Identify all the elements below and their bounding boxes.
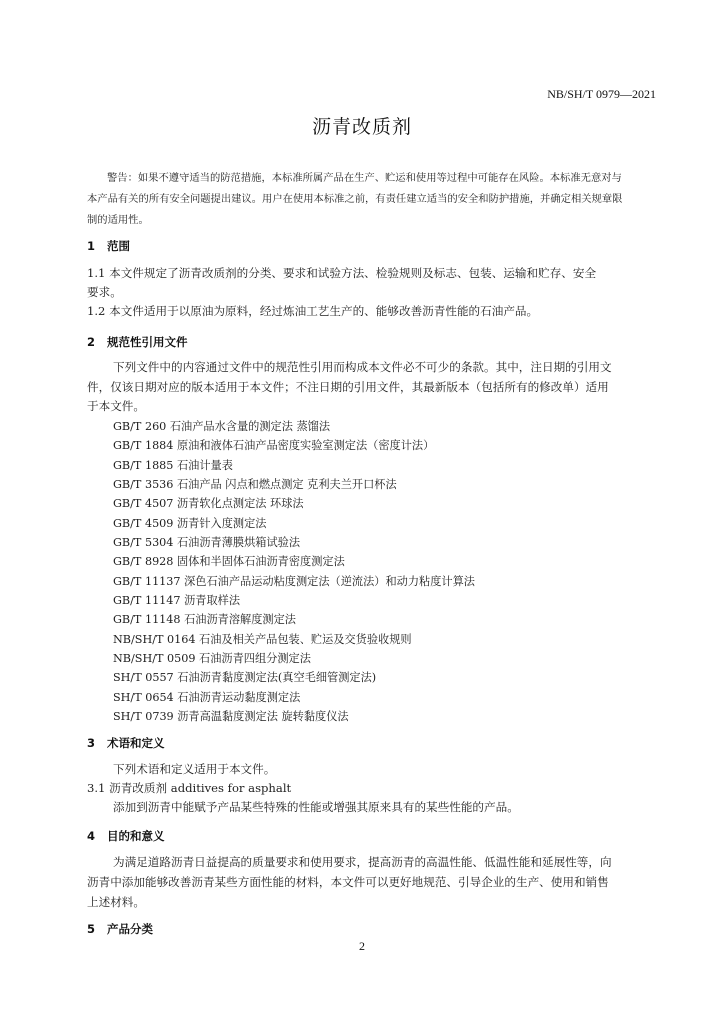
scope-clause-1-1: 1.1 本文件规定了沥青改质剂的分类、要求和试验方法、检验规则及标志、包装、运输和贮存、安全 [87, 266, 597, 280]
purpose-text: 为满足道路沥青日益提高的质量要求和使用要求，提高沥青的高温性能、低温性能和延展性等，向 [113, 855, 612, 869]
reference-item: GB/T 260 石油产品水含量的测定法 蒸馏法 [113, 420, 331, 433]
scope-clause-1-2: 1.2 本文件适用于以原油为原料，经过炼油工艺生产的、能够改善沥青性能的石油产品。 [87, 304, 539, 318]
references-intro: 于本文件。 [87, 399, 145, 413]
term-3-1: 3.1 沥青改质剂 additives for asphalt [87, 781, 292, 795]
standard-number: NB/SH/T 0979—2021 [547, 87, 656, 101]
reference-item: GB/T 11148 石油沥青溶解度测定法 [113, 613, 296, 627]
references-intro: 下列文件中的内容通过文件中的规范性引用而构成本文件必不可少的条款。其中，注日期的引用文 [113, 360, 612, 374]
section-heading-scope: 1 范围 [87, 239, 130, 253]
reference-item: SH/T 0654 石油沥青运动黏度测定法 [113, 690, 301, 704]
section-heading-terms: 3 术语和定义 [87, 736, 165, 750]
purpose-text: 沥青中添加能够改善沥青某些方面性能的材料，本文件可以更好地规范、引导企业的生产、使用和销售 [87, 875, 609, 889]
reference-list [113, 417, 475, 726]
reference-item: GB/T 5304 石油沥青薄膜烘箱试验法 [113, 535, 301, 549]
document-title: 沥青改质剂 [311, 116, 412, 138]
purpose-text: 上述材料。 [87, 895, 145, 909]
section-heading-classification: 5 产品分类 [87, 922, 153, 936]
reference-item: GB/T 8928 固体和半固体石油沥青密度测定法 [113, 555, 345, 569]
reference-item: SH/T 0557 石油沥青黏度测定法(真空毛细管测定法) [113, 671, 377, 685]
reference-item: NB/SH/T 0164 石油及相关产品包装、贮运及交货验收规则 [113, 632, 412, 646]
reference-item: GB/T 4507 沥青软化点测定法 环球法 [113, 497, 304, 511]
reference-item: GB/T 11147 沥青取样法 [113, 593, 241, 607]
reference-item: GB/T 1884 原油和液体石油产品密度实验室测定法（密度计法） [113, 439, 435, 453]
reference-item: GB/T 11137 深色石油产品运动粘度测定法（逆流法）和动力粘度计算法 [113, 574, 475, 588]
reference-item: GB/T 4509 沥青针入度测定法 [113, 516, 267, 530]
references-intro: 件，仅该日期对应的版本适用于本文件；不注日期的引用文件，其最新版本（包括所有的修改单）适用 [87, 380, 609, 394]
reference-item: NB/SH/T 0509 石油沥青四组分测定法 [113, 651, 311, 665]
section-heading-normative-references: 2 规范性引用文件 [87, 335, 188, 349]
terms-intro: 下列术语和定义适用于本文件。 [113, 762, 276, 776]
warning-line: 本产品有关的所有安全问题提出建议。用户在使用本标准之前，有责任建立适当的安全和防护措施，并确定相关规章限 [87, 193, 623, 205]
warning-line: 制的适用性。 [87, 214, 149, 226]
warning-line: 警告：如果不遵守适当的防范措施，本标准所属产品在生产、贮运和使用等过程中可能存在风险。本标准无意对与 [107, 172, 622, 184]
reference-item: GB/T 1885 石油计量表 [113, 458, 233, 472]
warning-notice [87, 168, 661, 231]
section-heading-purpose: 4 目的和意义 [87, 829, 165, 843]
reference-item: SH/T 0739 沥青高温黏度测定法 旋转黏度仪法 [113, 709, 349, 723]
page-number: 2 [359, 939, 365, 953]
scope-clause-1-1-cont: 要求。 [87, 285, 122, 299]
term-definition: 添加到沥青中能赋予产品某些特殊的性能或增强其原来具有的某些性能的产品。 [113, 800, 519, 814]
reference-item: GB/T 3536 石油产品 闪点和燃点测定 克利夫兰开口杯法 [113, 477, 397, 491]
